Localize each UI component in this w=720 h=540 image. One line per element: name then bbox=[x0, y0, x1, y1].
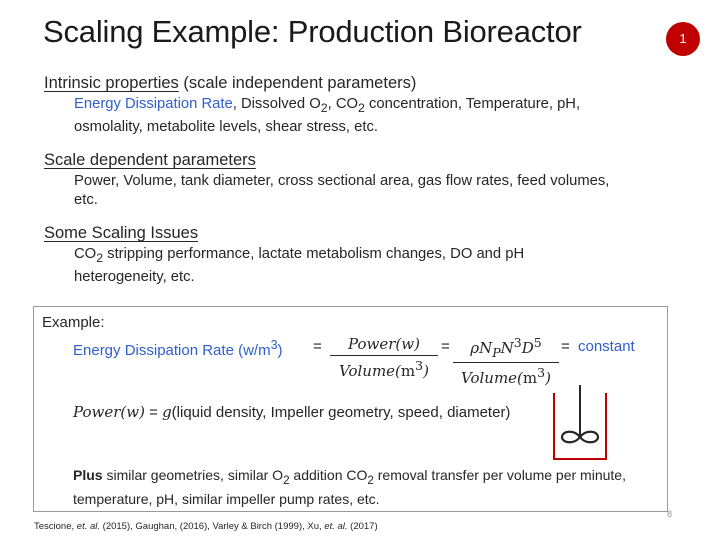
text: CO bbox=[74, 245, 97, 262]
subscript: 2 bbox=[320, 100, 328, 115]
power-volume-fraction bbox=[330, 335, 438, 380]
edr-equation-label bbox=[73, 338, 283, 359]
edr-text: Energy Dissipation Rate bbox=[74, 96, 233, 112]
bullet-scaling-issues bbox=[44, 223, 704, 243]
text: ) bbox=[277, 342, 283, 359]
text: Volume( bbox=[461, 369, 523, 387]
power-function-line bbox=[73, 403, 510, 421]
text: similar geometries, similar O bbox=[102, 467, 284, 483]
subscript: P bbox=[492, 345, 501, 360]
text: concentration, Temperature, pH, bbox=[364, 96, 581, 112]
text: D bbox=[521, 339, 534, 357]
equals-sign: = bbox=[313, 338, 322, 355]
superscript: 3 bbox=[537, 365, 546, 380]
text: N bbox=[500, 339, 514, 357]
text: , CO bbox=[327, 96, 359, 112]
text: ) bbox=[423, 362, 429, 380]
bioreactor-tank-icon bbox=[552, 385, 608, 463]
subscript: 2 bbox=[283, 473, 290, 487]
text: m bbox=[400, 362, 416, 380]
text: Energy Dissipation Rate (w/m bbox=[73, 342, 271, 359]
superscript: 3 bbox=[415, 358, 424, 373]
text: , Dissolved O bbox=[232, 96, 321, 112]
text: stripping performance, lactate metabolism changes, DO and pH bbox=[103, 245, 525, 262]
sub-bullet bbox=[74, 95, 704, 137]
text: (2015), Gaughan, (2016), Varley & Birch (1999), Xu, bbox=[100, 521, 325, 532]
superscript: 3 bbox=[513, 335, 522, 350]
text: osmolality, metabolite levels, shear stress, etc. bbox=[74, 118, 379, 135]
text: Volume( bbox=[339, 362, 401, 380]
text: et. al. bbox=[324, 521, 348, 532]
fraction-numerator bbox=[453, 335, 559, 363]
constant-label: constant bbox=[578, 338, 635, 355]
equals-sign: = bbox=[561, 338, 570, 355]
slide-title: Scaling Example: Production Bioreactor bbox=[43, 14, 582, 49]
fraction-numerator: Power(w) bbox=[330, 335, 438, 356]
text: heterogeneity, etc. bbox=[74, 268, 195, 285]
sub-bullet bbox=[74, 245, 704, 287]
superscript: 5 bbox=[533, 335, 542, 350]
plus-note bbox=[73, 466, 663, 508]
text: (2017) bbox=[347, 521, 378, 532]
function-symbol: g bbox=[162, 403, 172, 421]
text: Power, Volume, tank diameter, cross sectional area, gas flow rates, feed volumes, bbox=[74, 172, 610, 189]
bullet-scale-dependent bbox=[44, 150, 704, 170]
subscript: 2 bbox=[367, 473, 374, 487]
text: Tescione, bbox=[34, 521, 77, 532]
text: et. al. bbox=[76, 521, 101, 532]
bullet-heading-suffix: (scale independent parameters) bbox=[178, 74, 417, 92]
slide-badge: 1 bbox=[666, 22, 700, 56]
reference-footer bbox=[34, 521, 378, 532]
page-number: 8 bbox=[667, 509, 673, 519]
bullet-list bbox=[44, 73, 704, 287]
sub-bullet bbox=[74, 172, 704, 210]
text: = bbox=[144, 404, 163, 421]
bullet-heading: Intrinsic properties bbox=[44, 74, 179, 92]
fraction-denominator bbox=[453, 363, 559, 387]
text: removal transfer per volume per minute, bbox=[373, 467, 626, 483]
power-number-fraction bbox=[453, 335, 559, 387]
bullet-heading: Some Scaling Issues bbox=[44, 223, 199, 242]
power-symbol: Power(w) bbox=[73, 403, 145, 421]
bullet-heading: Scale dependent parameters bbox=[44, 150, 256, 169]
fraction-denominator bbox=[330, 356, 438, 380]
bullet-intrinsic bbox=[44, 73, 704, 93]
text: addition CO bbox=[289, 467, 368, 483]
equals-sign: = bbox=[441, 338, 450, 355]
example-label: Example: bbox=[42, 314, 105, 331]
superscript: 3 bbox=[270, 338, 278, 352]
text: m bbox=[522, 369, 538, 387]
text: ρN bbox=[470, 339, 493, 357]
subscript: 2 bbox=[96, 250, 104, 265]
subscript: 2 bbox=[358, 100, 365, 115]
text: (liquid density, Impeller geometry, speed, diameter) bbox=[171, 404, 511, 421]
text: ) bbox=[545, 369, 551, 387]
text: temperature, pH, similar impeller pump rates, etc. bbox=[73, 490, 380, 507]
text: etc. bbox=[74, 191, 98, 208]
plus-bold: Plus bbox=[73, 467, 103, 483]
